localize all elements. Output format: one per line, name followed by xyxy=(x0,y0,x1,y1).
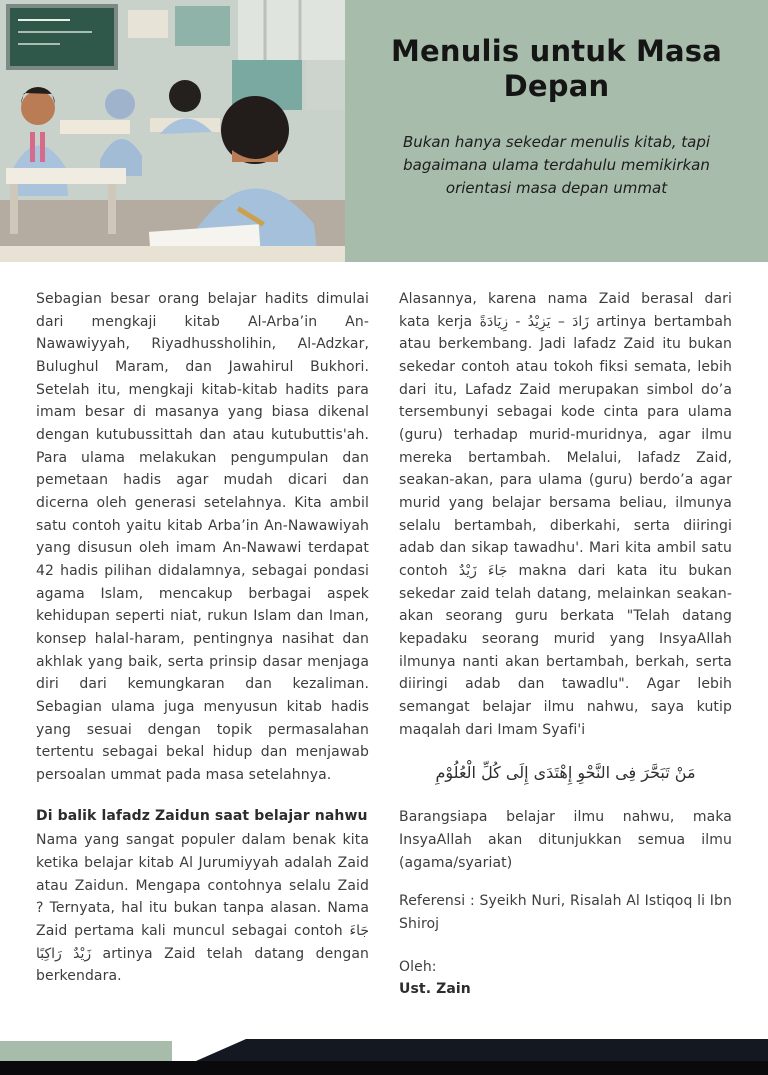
arabic-quote: مَنْ تَبَحَّرَ فِى النَّحْوِ إِهْتَدَى إِلَى كُلِّ الْعُلُوْمِ xyxy=(435,763,696,783)
section-heading-zaidun: Di balik lafadz Zaidun saat belajar nahwu xyxy=(36,807,368,824)
reference-line: Referensi : Syeikh Nuri, Risalah Al Istiqoq li Ibn Shiroj xyxy=(399,893,732,932)
footer-band xyxy=(0,1039,768,1075)
author-name: Ust. Zain xyxy=(399,981,471,998)
footer-black-bar xyxy=(0,1061,768,1075)
footer-green-block xyxy=(0,1041,172,1061)
footer-dark-shape xyxy=(196,1039,768,1061)
page-title: Menulis untuk Masa Depan xyxy=(390,34,723,104)
paragraph-zaidun: Nama yang sangat populer dalam benak kita ketika belajar kitab Al Jurumiyyah adalah Zaid atau Zaidun. Mengapa contohnya selalu Zaid ? Ternyata, hal itu bukan tanpa alasan. Nama Zaid pertama kali muncul sebagai contoh جَاءَ زَيْدٌ رَاكِبًا artinya Zaid telah datang dengan berkendara. xyxy=(36,832,369,985)
byline-label: Oleh: xyxy=(399,958,437,975)
left-column xyxy=(36,288,369,1001)
hero-text-panel xyxy=(345,0,768,262)
classroom-photo xyxy=(0,0,345,262)
hero-section xyxy=(0,0,768,262)
paragraph-intro: Sebagian besar orang belajar hadits dimulai dari mengkaji kitab Al-Arba’in An-Nawawiyyah, Riyadhussholihin, Al-Adzkar, Bulughul Maram, dan Jawahirul Bukhori. Setelah itu, mengkaji kitab-kitab hadits para imam besar di masanya yang biasa dikenal dengan kutubussittah dan atau kutubuttis'ah. Para ulama melakukan pengumpulan dan pemetaan hadis agar mudah dicari dan dicerna oleh generasi setelahnya. Kita ambil satu contoh yaitu kitab Arba’in An-Nawawiyah yang disusun oleh imam An-Nawawi terdapat 42 hadis pilihan didalamnya, sebagai pondasi agama Islam, mencakup berbagai aspek kehidupan seperti niat, rukun Islam dan Iman, konsep halal-haram, pentingnya nasihat dan akhlak yang baik, serta prinsip dasar menjaga diri dari kemungkaran dan kezaliman. Sebagian ulama juga menyusun kitab hadis yang sesuai dengan topik permasalahan tertentu sebagai bekal hidup dan menjawab persoalan ummat pada masa setelahnya. xyxy=(36,291,369,784)
page-subtitle: Bukan hanya sekedar menulis kitab, tapi bagaimana ulama terdahulu memikirkan orientasi masa depan ummat xyxy=(402,132,711,198)
article-body xyxy=(0,262,768,1001)
right-column xyxy=(399,288,732,1001)
quote-translation: Barangsiapa belajar ilmu nahwu, maka InsyaAllah akan ditunjukkan semua ilmu (agama/syariat) xyxy=(399,809,732,871)
paragraph-alasan: Alasannya, karena nama Zaid berasal dari kata kerja زَادَ – يَزِيْدُ - زِيَادَةً artinya bertambah atau berkembang. Jadi lafadz Zaid itu bukan sekedar contoh atau tokoh fiksi semata, lebih dari itu, Lafadz Zaid merupakan simbol do’a tersembunyi sebagai kode cinta para ulama (guru) terhadap murid-muridnya, agar ilmu mereka bertambah. Melalui, lafadz Zaid, seakan-akan, para ulama (guru) berdo’a agar murid yang belajar bersama beliau, ilmunya selalu bertambah, diberkahi, serta diiringi adab dan sikap tawadhu'. Mari kita ambil satu contoh جَاءَ زَيْدٌ makna dari kata itu bukan sekedar zaid telah datang, melainkan seakan-akan seorang guru berkata "Telah datang kepadaku seorang murid yang InsyaAllah ilmunya nanti akan bertambah, berkah, serta diiringi adab dan tawadlu". Agar lebih semangat belajar ilmu nahwu, saya kutip maqalah dari Imam Syafi'i xyxy=(399,291,732,738)
